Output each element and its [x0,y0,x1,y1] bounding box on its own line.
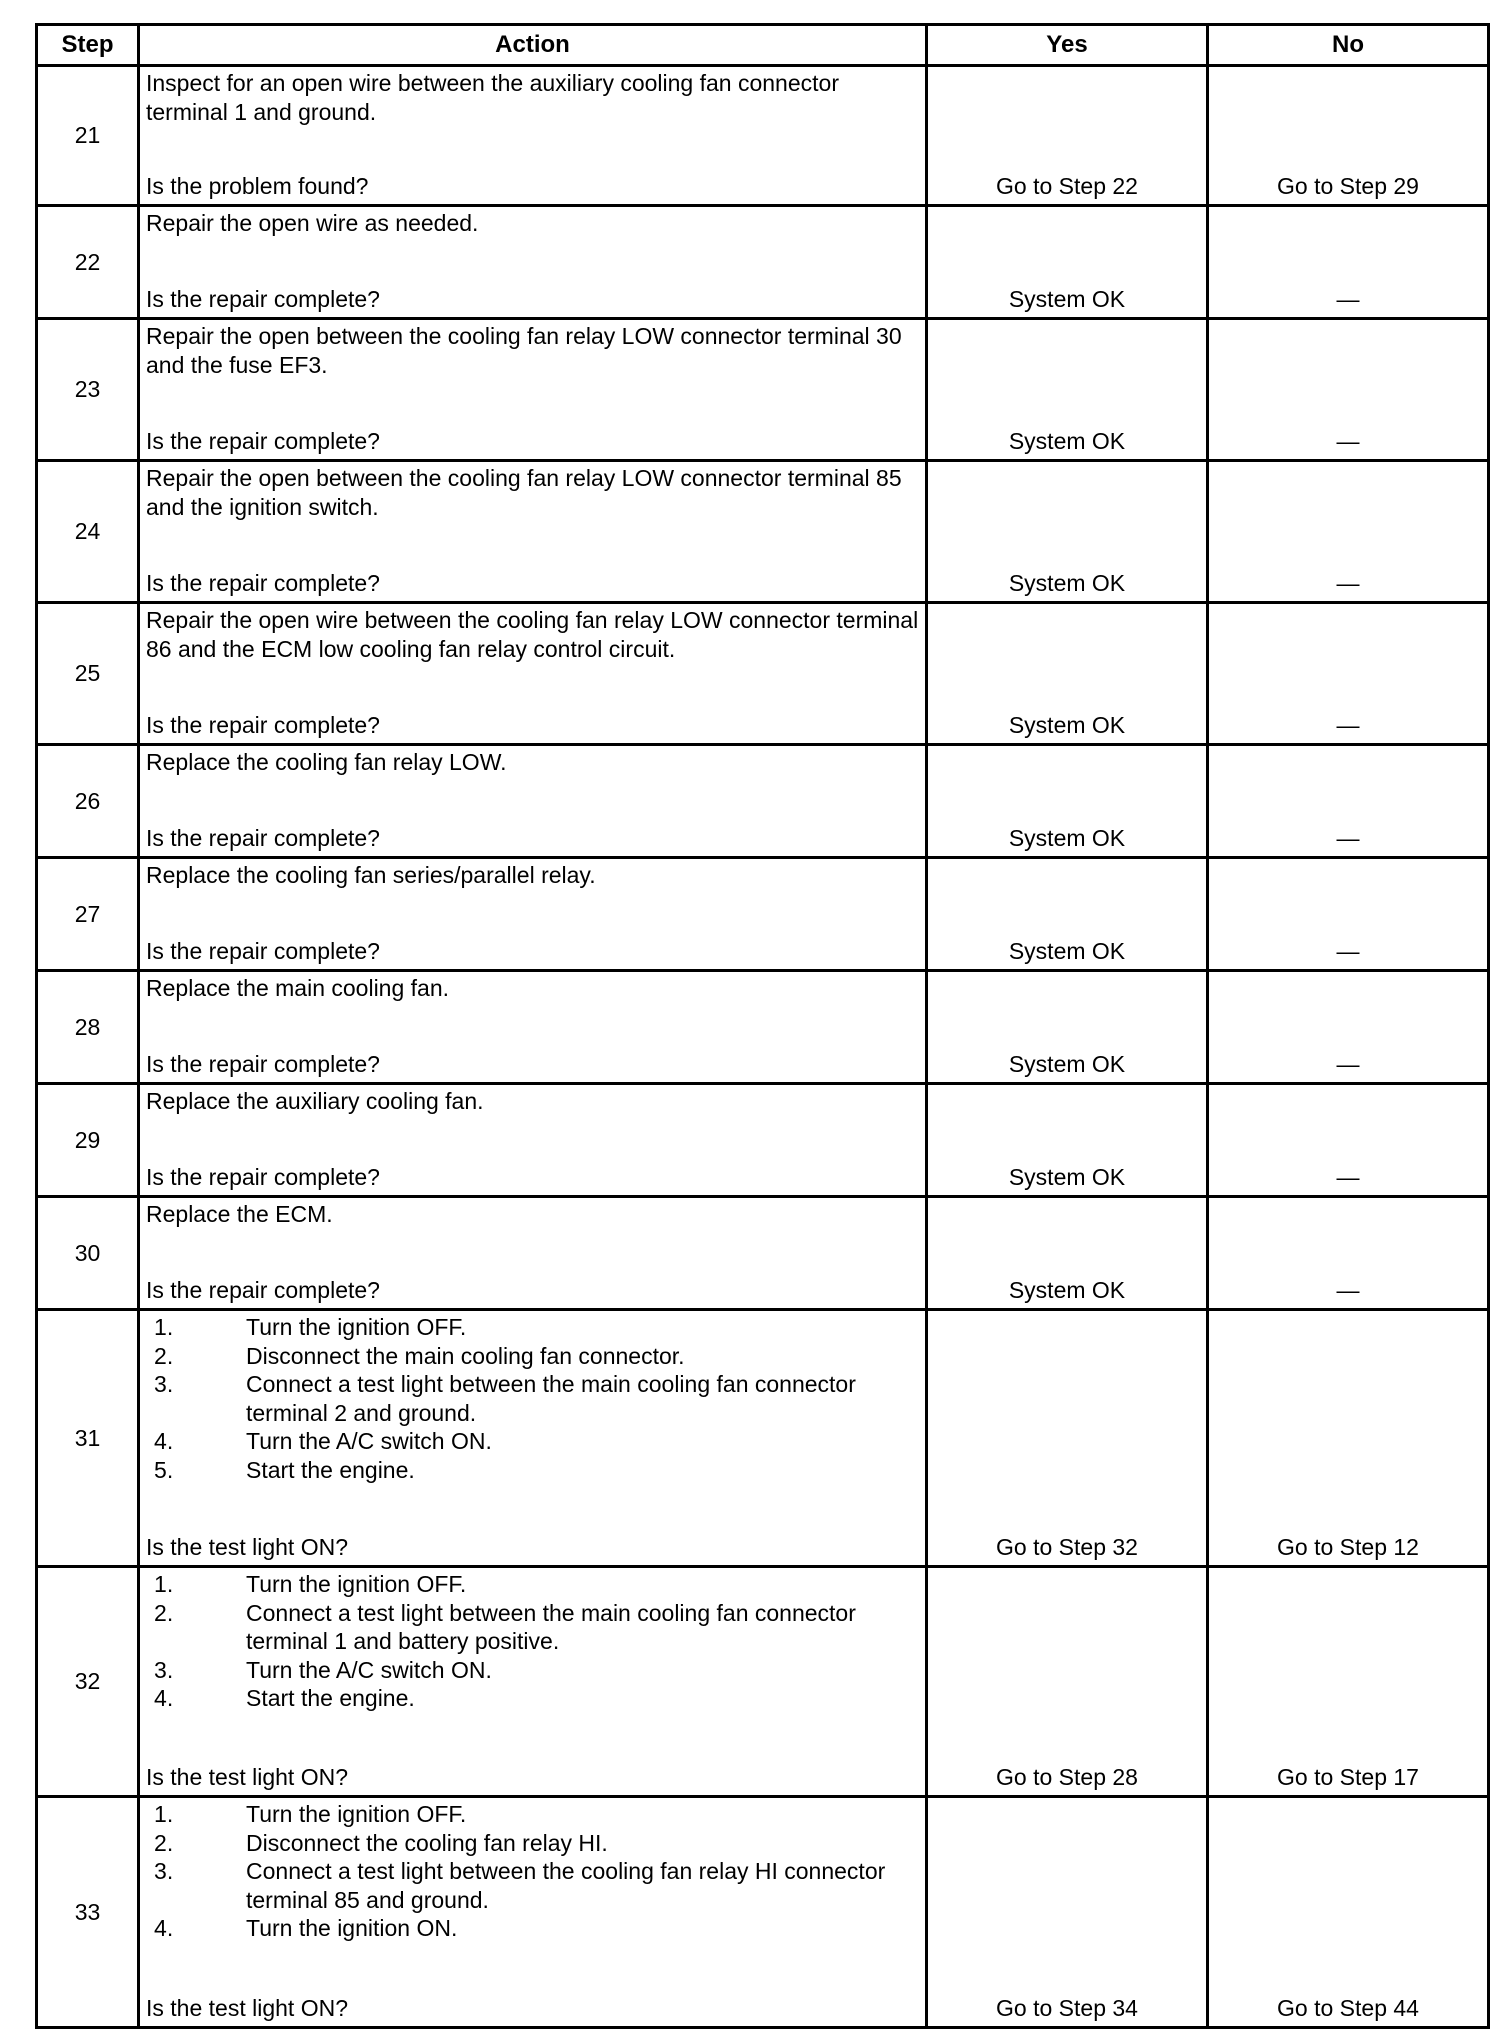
action-content [146,606,919,739]
header-yes: Yes [927,25,1208,66]
step-number: 24 [37,461,139,603]
table-row [37,1197,1489,1310]
header-no: No [1208,25,1489,66]
action-content [146,209,919,313]
action-question: Is the repair complete? [146,569,380,596]
table-row [37,1797,1489,2028]
no-result: — [1208,461,1489,603]
no-result: Go to Step 29 [1208,66,1489,206]
action-instruction: Repair the open between the cooling fan relay LOW connector terminal 85 and the ignition switch. [146,465,902,520]
step-number: 33 [37,1797,139,2028]
no-result: — [1208,858,1489,971]
action-instruction: Repair the open wire between the cooling fan relay LOW connector terminal 86 and the ECM low cooling fan relay control circuit. [146,607,919,662]
action-cell [139,1797,927,2028]
action-question: Is the repair complete? [146,711,380,738]
step-number: 27 [37,858,139,971]
no-result: — [1208,971,1489,1084]
action-question: Is the test light ON? [146,1763,348,1790]
procedure-list [146,1313,919,1484]
action-content [146,748,919,852]
action-cell [139,603,927,745]
action-content [146,1570,919,1791]
action-instruction: Replace the ECM. [146,1201,333,1227]
action-question: Is the repair complete? [146,1276,380,1303]
action-cell [139,971,927,1084]
procedure-step: 2. Connect a test light between the main cooling fan connector terminal 1 and battery positive. [186,1599,919,1656]
procedure-step: 1. Turn the ignition OFF. [186,1800,919,1829]
procedure-step: 4. Start the engine. [186,1684,919,1713]
yes-result: System OK [927,319,1208,461]
diagnostic-table [35,23,1490,2029]
action-instruction: Replace the cooling fan relay LOW. [146,749,507,775]
no-result: — [1208,1084,1489,1197]
header-action: Action [139,25,927,66]
table-row [37,206,1489,319]
table-row [37,461,1489,603]
yes-result: Go to Step 32 [927,1310,1208,1567]
action-content [146,1313,919,1561]
step-number: 25 [37,603,139,745]
step-number: 23 [37,319,139,461]
action-instruction: Replace the cooling fan series/parallel relay. [146,862,596,888]
action-cell [139,66,927,206]
step-number: 30 [37,1197,139,1310]
yes-result: System OK [927,858,1208,971]
yes-result: System OK [927,1197,1208,1310]
table-row [37,858,1489,971]
action-cell [139,1197,927,1310]
procedure-step: 1. Turn the ignition OFF. [186,1313,919,1342]
action-instruction: Repair the open between the cooling fan relay LOW connector terminal 30 and the fuse EF3. [146,323,902,378]
action-question: Is the repair complete? [146,824,380,851]
action-cell [139,858,927,971]
yes-result: Go to Step 34 [927,1797,1208,2028]
step-number: 29 [37,1084,139,1197]
table-row [37,1084,1489,1197]
yes-result: System OK [927,1084,1208,1197]
no-result: — [1208,206,1489,319]
action-question: Is the test light ON? [146,1533,348,1560]
action-content [146,69,919,200]
action-content [146,1800,919,2022]
action-instruction: Replace the auxiliary cooling fan. [146,1088,484,1114]
action-content [146,464,919,597]
yes-result: System OK [927,206,1208,319]
table-row [37,603,1489,745]
action-question: Is the repair complete? [146,1050,380,1077]
no-result: Go to Step 44 [1208,1797,1489,2028]
action-question: Is the problem found? [146,172,369,199]
header-step: Step [37,25,139,66]
action-content [146,861,919,965]
step-number: 28 [37,971,139,1084]
yes-result: Go to Step 22 [927,66,1208,206]
action-question: Is the repair complete? [146,937,380,964]
no-result: Go to Step 12 [1208,1310,1489,1567]
procedure-step: 4. Turn the ignition ON. [186,1914,919,1943]
procedure-list [146,1570,919,1713]
procedure-step: 4. Turn the A/C switch ON. [186,1427,919,1456]
yes-result: System OK [927,603,1208,745]
action-cell [139,206,927,319]
step-number: 26 [37,745,139,858]
no-result: Go to Step 17 [1208,1567,1489,1797]
table-row [37,1310,1489,1567]
action-content [146,1200,919,1304]
no-result: — [1208,745,1489,858]
action-question: Is the repair complete? [146,1163,380,1190]
procedure-step: 2. Disconnect the main cooling fan connector. [186,1342,919,1371]
step-number: 31 [37,1310,139,1567]
yes-result: System OK [927,745,1208,858]
procedure-step: 5. Start the engine. [186,1456,919,1485]
action-cell [139,745,927,858]
no-result: — [1208,319,1489,461]
action-instruction: Inspect for an open wire between the auxiliary cooling fan connector terminal 1 and ground. [146,70,839,125]
procedure-step: 3. Connect a test light between the cooling fan relay HI connector terminal 85 and ground. [186,1857,919,1914]
no-result: — [1208,1197,1489,1310]
step-number: 32 [37,1567,139,1797]
action-question: Is the repair complete? [146,427,380,454]
table-row [37,745,1489,858]
header-row [37,25,1489,66]
action-cell [139,461,927,603]
yes-result: Go to Step 28 [927,1567,1208,1797]
yes-result: System OK [927,461,1208,603]
action-cell [139,1310,927,1567]
procedure-step: 3. Connect a test light between the main cooling fan connector terminal 2 and ground. [186,1370,919,1427]
action-cell [139,319,927,461]
yes-result: System OK [927,971,1208,1084]
table-row [37,319,1489,461]
action-question: Is the repair complete? [146,285,380,312]
action-cell [139,1084,927,1197]
action-content [146,322,919,455]
table-row [37,1567,1489,1797]
action-question: Is the test light ON? [146,1994,348,2021]
step-number: 22 [37,206,139,319]
procedure-step: 1. Turn the ignition OFF. [186,1570,919,1599]
procedure-step: 3. Turn the A/C switch ON. [186,1656,919,1685]
no-result: — [1208,603,1489,745]
procedure-step: 2. Disconnect the cooling fan relay HI. [186,1829,919,1858]
action-content [146,974,919,1078]
action-instruction: Repair the open wire as needed. [146,210,479,236]
table-row [37,66,1489,206]
action-cell [139,1567,927,1797]
action-content [146,1087,919,1191]
table-row [37,971,1489,1084]
procedure-list [146,1800,919,1943]
step-number: 21 [37,66,139,206]
action-instruction: Replace the main cooling fan. [146,975,450,1001]
